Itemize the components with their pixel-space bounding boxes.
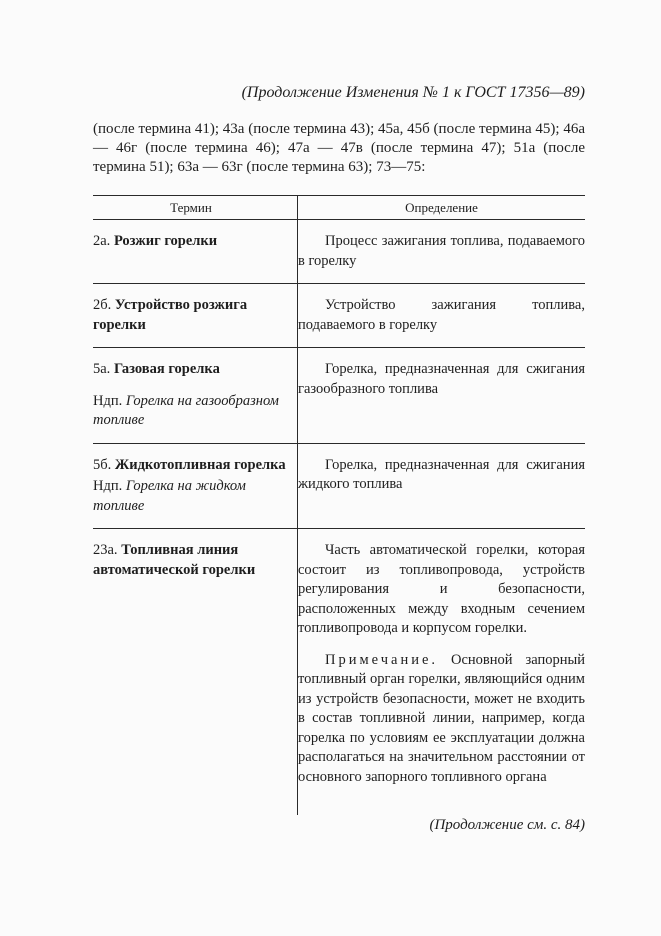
- term-code: 5б.: [93, 456, 112, 473]
- column-header-term: Термин: [93, 196, 298, 220]
- terms-table: [93, 195, 585, 815]
- definition-text: Часть автоматической горелки, которая состоит из топливопровода, устройств регулирования и безопасности, расположенных между входным сечением топливопровода и корпусом горелки.: [298, 542, 585, 636]
- term-cell: [93, 220, 298, 284]
- page-footer: (Продолжение см. с. 84): [429, 817, 585, 833]
- note-paragraph: [298, 651, 585, 788]
- ndp-label: Ндп.: [93, 478, 123, 494]
- term-cell: [93, 348, 298, 444]
- term-cell: [93, 284, 298, 348]
- term-code: 2б.: [93, 297, 112, 313]
- definition-cell: [298, 348, 586, 444]
- definition-cell: [298, 220, 586, 284]
- column-header-definition: Определение: [298, 196, 586, 220]
- definition-cell: [298, 529, 586, 816]
- table-row: [93, 529, 585, 816]
- intro-text: (после термина 41); 43а (после термина 43); 45а, 45б (после термина 45); 46а — 46г (после термина 46); 47а — 47в (после термина 47); 51а (после термина 51); 63а — 63г (после термина 63); 73—75:: [93, 121, 586, 175]
- intro-paragraph: [93, 120, 585, 177]
- term-name: Топливная линия автоматической горелки: [93, 542, 256, 578]
- table-row: [93, 443, 585, 529]
- table-row: [93, 220, 585, 284]
- ndp-text: Горелка на газообразном топливе: [93, 392, 279, 428]
- ndp-label: Ндп.: [93, 392, 123, 409]
- term-code: 23а.: [93, 542, 118, 558]
- note-text: Основной запорный топливный орган горелки, являющийся одним из устройств безопасности, может не входить в состав топливной линии, например, когда горелка по условиям ее эксплуатации должна располагаться на значительном расстоянии от основного запорного топливного органа: [298, 651, 586, 785]
- term-name: Жидкотопливная горелка: [114, 456, 286, 473]
- term-name: Газовая горелка: [113, 361, 220, 377]
- term-name: Устройство розжига горелки: [93, 297, 248, 333]
- table-row: [93, 284, 585, 348]
- term-code: 2а.: [93, 233, 111, 249]
- ndp-text: Горелка на жидком топливе: [93, 478, 246, 514]
- definition-cell: [298, 284, 586, 348]
- non-recommended-term: [93, 477, 289, 516]
- term-name: Розжиг горелки: [113, 233, 218, 249]
- non-recommended-term: [93, 392, 289, 431]
- definition-cell: [298, 443, 586, 529]
- definition-text: Горелка, предназначенная для сжигания газообразного топлива: [298, 361, 585, 397]
- note-label: Примечание.: [325, 651, 439, 668]
- term-cell: [93, 443, 298, 529]
- definition-text: Горелка, предназначенная для сжигания жидкого топлива: [298, 456, 585, 492]
- term-code: 5а.: [93, 361, 111, 377]
- page-header: (Продолжение Изменения № 1 к ГОСТ 17356—89): [241, 84, 585, 101]
- table-row: [93, 348, 585, 444]
- definition-text: Устройство зажигания топлива, подаваемого в горелку: [298, 297, 585, 333]
- definition-text: Процесс зажигания топлива, подаваемого в горелку: [298, 233, 585, 269]
- term-cell: [93, 529, 298, 816]
